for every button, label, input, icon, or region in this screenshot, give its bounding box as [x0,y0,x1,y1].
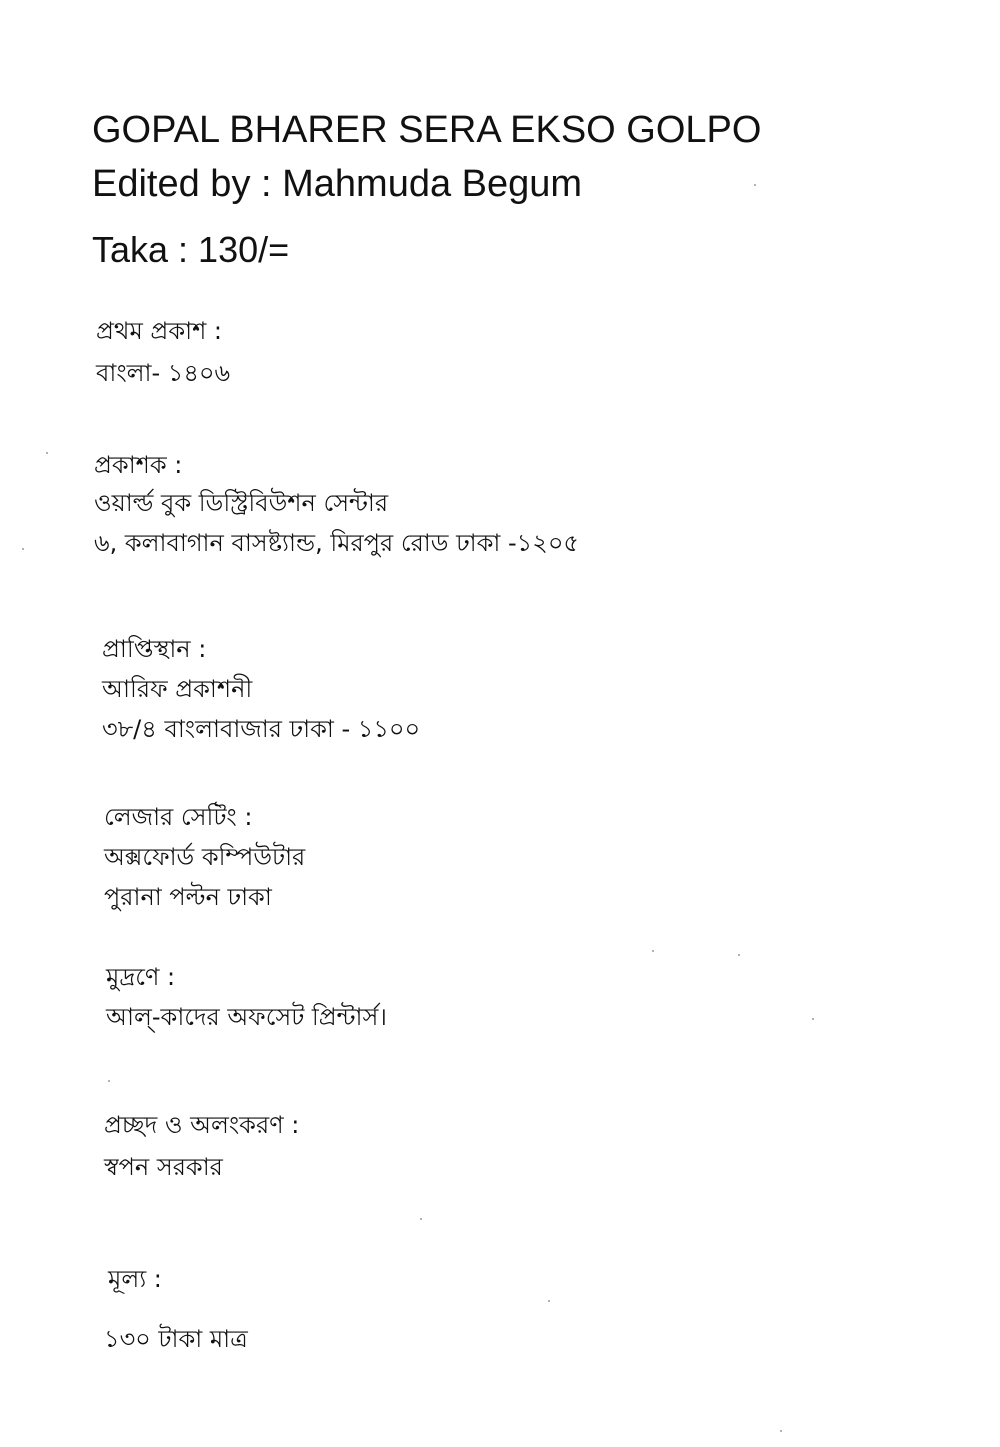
scan-speck [812,1018,814,1020]
scan-speck [108,1080,110,1082]
scan-speck [652,950,654,952]
price-bn-label: মূল্য : [108,1265,162,1293]
scan-speck [22,548,24,550]
scan-speck [420,1218,422,1220]
availability-label: প্রাপ্তিস্থান : [102,635,207,663]
printing-value: আল্-কাদের অফসেট প্রিন্টার্স। [106,1003,387,1031]
typesetting-address: পুরানা পল্টন ঢাকা [104,883,272,911]
first-publication-value: বাংলা- ১৪০৬ [96,359,231,387]
scan-speck [754,184,756,186]
scan-speck [46,452,48,454]
publisher-address: ৬, কলাবাগান বাসষ্ট্যান্ড, মিরপুর রোড ঢাকা -১২০৫ [94,529,579,557]
first-publication-label: প্রথম প্রকাশ : [96,317,222,345]
cover-value: স্বপন সরকার [104,1153,223,1181]
scan-speck [548,1300,550,1302]
cover-label: প্রচ্ছদ ও অলংকরণ : [104,1111,300,1139]
scan-speck [780,1430,782,1432]
printing-label: মুদ্রণে : [106,963,176,991]
availability-address: ৩৮/৪ বাংলাবাজার ঢাকা - ১১০০ [102,715,421,743]
publisher-name: ওয়ার্ল্ড বুক ডিস্ট্রিবিউশন সেন্টার [94,489,389,517]
price-bn-value: ১৩০ টাকা মাত্র [104,1325,248,1353]
price-line: Taka : 130/= [92,229,290,270]
book-title: GOPAL BHARER SERA EKSO GOLPO [92,109,762,151]
availability-name: আরিফ প্রকাশনী [102,675,253,703]
scan-speck [738,954,740,956]
typesetting-name: অক্সফোর্ড কম্পিউটার [104,843,306,871]
typesetting-label: লেজার সেটিং : [104,803,253,831]
editor-line: Edited by : Mahmuda Begum [92,163,583,205]
publisher-label: প্রকাশক : [94,451,183,479]
